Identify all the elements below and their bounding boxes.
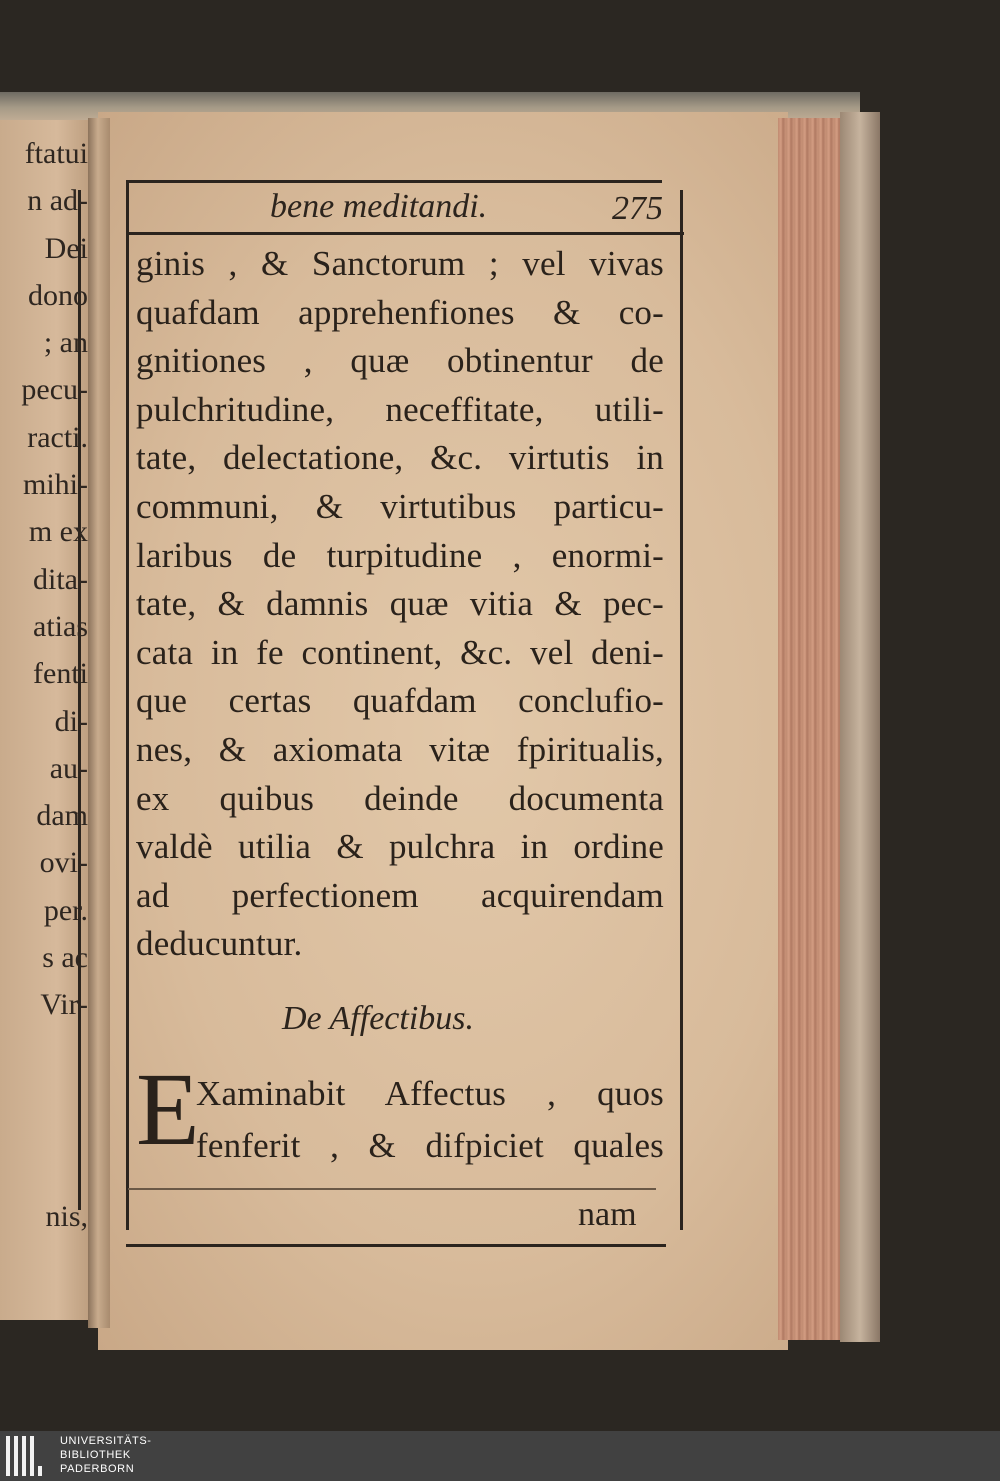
left-fragment: racti. [27, 420, 88, 454]
left-fragment: ftatui [24, 137, 88, 170]
text-line: deducuntur. [136, 924, 303, 964]
left-fragment: atias [33, 609, 88, 643]
page-edges [778, 118, 848, 1340]
text-line: quafdam apprehenfiones & co- [136, 292, 664, 332]
text-line: pulchritudine, neceffitate, utili- [136, 389, 664, 429]
text-line: communi, & virtutibus particu- [136, 486, 664, 526]
logo-line: BIBLIOTHEK [60, 1449, 131, 1461]
book-gutter [88, 118, 110, 1328]
left-fragment: mihi- [23, 468, 88, 502]
book-cover-right-edge [840, 112, 880, 1342]
text-line: ad perfectionem acquirendam [136, 875, 664, 915]
library-logo-text [60, 1434, 152, 1476]
left-page-last-line: nis, [45, 1200, 88, 1233]
left-page-text-fragments [0, 130, 92, 1029]
text-line: cata in fe continent, &c. vel deni- [136, 632, 664, 672]
left-fragment: fenti [33, 657, 88, 691]
catchword: nam [578, 1196, 637, 1233]
left-fragment: Vir- [40, 988, 88, 1022]
library-footer-bar [0, 1431, 1000, 1481]
logo-line: PADERBORN [60, 1463, 135, 1475]
frame-left-rule [126, 180, 129, 1230]
page-number: 275 [612, 190, 663, 227]
text-line: que certas quafdam conclufio- [136, 681, 664, 721]
left-fragment: dam [36, 799, 88, 833]
library-logo-icon [6, 1436, 46, 1476]
footer-rule [128, 1188, 656, 1190]
text-line: fenferit , & difpiciet quales [196, 1126, 664, 1165]
text-line: tate, delectatione, &c. virtutis in [136, 438, 664, 478]
left-fragment: Dei [44, 231, 88, 265]
text-line: ex quibus deinde documenta [136, 778, 664, 818]
left-fragment: m ex [28, 515, 88, 549]
left-fragment: dono [28, 278, 88, 312]
left-fragment: n ad- [27, 184, 88, 218]
frame-right-rule [680, 190, 683, 1230]
text-line: gnitiones , quæ obtinentur de [136, 341, 664, 381]
left-fragment: dita- [33, 562, 88, 596]
left-fragment: ovi- [39, 846, 88, 880]
text-line: Xaminabit Affectus , quos [196, 1074, 664, 1113]
section-heading: De Affectibus. [282, 1000, 474, 1037]
text-line: ginis , & Sanctorum ; vel vivas [136, 244, 664, 283]
frame-bottom-rule [126, 1244, 666, 1247]
left-fragment: s ac [42, 941, 88, 975]
frame-top-rule [128, 180, 662, 183]
body-text [136, 240, 664, 969]
text-line: tate, & damnis quæ vitia & pec- [136, 584, 664, 624]
text-line: valdè utilia & pulchra in ordine [136, 827, 664, 867]
left-fragment: di- [54, 704, 88, 738]
running-head: bene meditandi. [270, 188, 488, 225]
text-line: nes, & axiomata vitæ fpiritualis, [136, 729, 664, 769]
drop-cap-initial: E [136, 1052, 200, 1167]
section-text [196, 1068, 664, 1172]
logo-line: UNIVERSITÄTS- [60, 1435, 152, 1447]
header-rule [128, 232, 684, 235]
left-fragment: per. [43, 893, 88, 927]
left-fragment: ; an [43, 326, 88, 360]
text-line: laribus de turpitudine , enormi- [136, 535, 664, 575]
left-fragment: au- [49, 751, 88, 785]
left-fragment: pecu- [21, 373, 88, 407]
